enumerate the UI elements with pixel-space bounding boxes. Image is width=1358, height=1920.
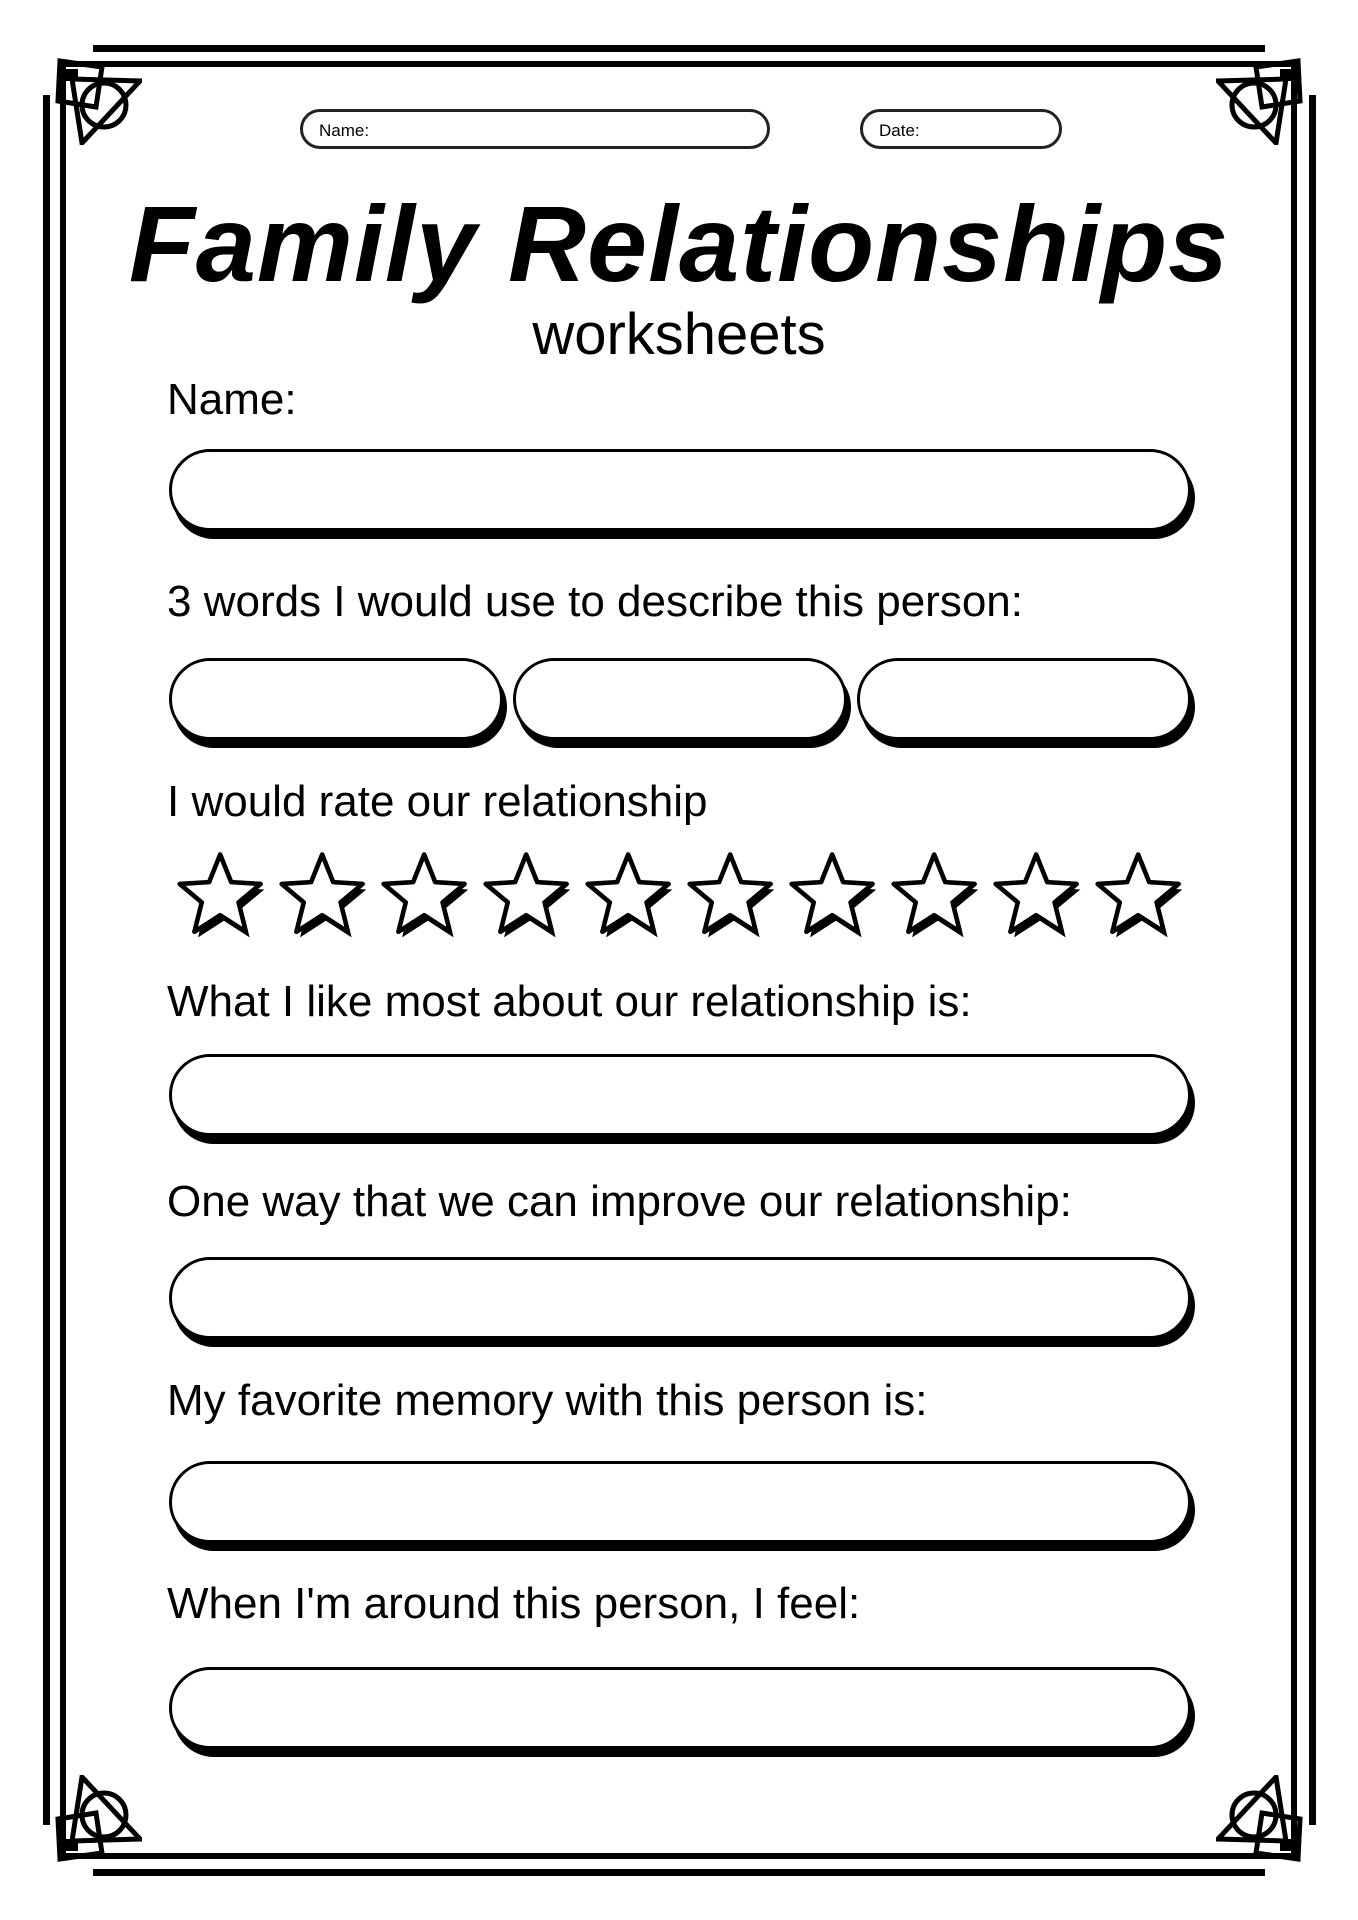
improve-question: One way that we can improve our relationship: bbox=[167, 1177, 1072, 1226]
frame-outer-bottom bbox=[93, 1869, 1265, 1876]
star-outline-icon[interactable] bbox=[380, 850, 472, 940]
header-date-field[interactable] bbox=[860, 109, 1062, 149]
word-1-field[interactable] bbox=[169, 658, 503, 740]
word-2-field[interactable] bbox=[513, 658, 847, 740]
star-outline-icon[interactable] bbox=[1094, 850, 1186, 940]
word-3-field[interactable] bbox=[857, 658, 1191, 740]
favorite-memory-answer-field[interactable] bbox=[169, 1461, 1191, 1543]
star-outline-icon[interactable] bbox=[890, 850, 982, 940]
star-outline-icon[interactable] bbox=[788, 850, 880, 940]
name-question: Name: bbox=[167, 375, 297, 424]
improve-answer-field[interactable] bbox=[169, 1257, 1191, 1339]
frame-inner-top bbox=[62, 61, 1296, 67]
star-outline-icon[interactable] bbox=[992, 850, 1084, 940]
like-most-answer-field[interactable] bbox=[169, 1054, 1191, 1136]
star-outline-icon[interactable] bbox=[278, 850, 370, 940]
star-outline-icon[interactable] bbox=[482, 850, 574, 940]
page-subtitle: worksheets bbox=[532, 302, 826, 367]
corner-ornament-icon bbox=[1216, 55, 1306, 145]
like-most-question: What I like most about our relationship is: bbox=[167, 977, 972, 1026]
corner-ornament-icon bbox=[52, 1775, 142, 1865]
rating-question: I would rate our relationship bbox=[167, 777, 708, 826]
frame-inner-bottom bbox=[62, 1853, 1296, 1859]
page-title: Family Relationships bbox=[128, 183, 1230, 304]
star-outline-icon[interactable] bbox=[176, 850, 268, 940]
favorite-memory-question: My favorite memory with this person is: bbox=[167, 1376, 928, 1425]
three-words-question: 3 words I would use to describe this person: bbox=[167, 577, 1024, 626]
feel-answer-field[interactable] bbox=[169, 1667, 1191, 1749]
star-outline-icon[interactable] bbox=[584, 850, 676, 940]
corner-ornament-icon bbox=[52, 55, 142, 145]
feel-question: When I'm around this person, I feel: bbox=[167, 1579, 861, 1628]
star-outline-icon[interactable] bbox=[686, 850, 778, 940]
header-name-label: Name: bbox=[319, 121, 370, 140]
frame-outer-top bbox=[93, 45, 1265, 52]
name-answer-field[interactable] bbox=[169, 449, 1191, 531]
header-date-label: Date: bbox=[879, 121, 920, 140]
rating-stars bbox=[176, 850, 1186, 940]
header-name-field[interactable] bbox=[300, 109, 770, 149]
corner-ornament-icon bbox=[1216, 1775, 1306, 1865]
